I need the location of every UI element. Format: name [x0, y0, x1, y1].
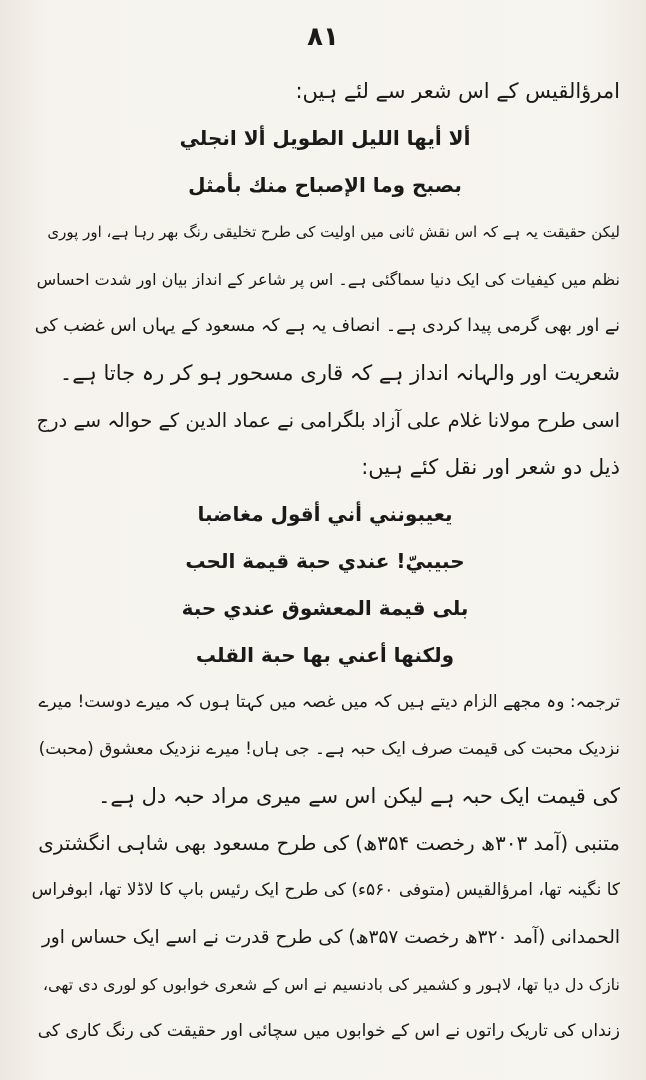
- page-number: ۸۱: [307, 22, 339, 52]
- arabic-verse: بصبح وما الإصباح منك بأمثل: [188, 173, 462, 197]
- arabic-verse: يعيبونني أني أقول مغاضبا: [197, 502, 453, 526]
- prose-line: متنبی (آمد ۳۰۳ھ رخصت ۳۵۴ھ) کی طرح مسعود بھی شاہی انگشتری: [38, 831, 620, 855]
- prose-line: کی قیمت ایک حبہ ہے لیکن اس سے میری مراد حبہ دل ہے۔: [98, 784, 620, 808]
- arabic-verse: ألا أيها الليل الطويل ألا انجلي: [179, 126, 471, 150]
- prose-line: نے اور بھی گرمی پیدا کردی ہے۔ انصاف یہ ہے کہ مسعود کے یہاں اس غضب کی: [34, 316, 620, 336]
- prose-line: ترجمہ: وہ مجھے الزام دیتے ہیں کہ میں غصہ میں کہتا ہوں کہ میرے دوست! میرے: [38, 692, 620, 712]
- prose-line: نظم میں کیفیات کی ایک دنیا سماگئی ہے۔ اس پر شاعر کے انداز بیان اور شدت احساس: [36, 270, 620, 289]
- prose-line: شعریت اور والہانہ انداز ہے کہ قاری مسحور ہو کر رہ جاتا ہے۔: [59, 361, 620, 385]
- prose-line: کا نگینہ تھا، امرؤالقیس (متوفی ۵۶۰ء) کی طرح ایک رئیس باپ کا لاڈلا تھا، ابوفراس: [31, 880, 620, 900]
- prose-line: الحمدانی (آمد ۳۲۰ھ رخصت ۳۵۷ھ) کی طرح قدرت نے اسے ایک حساس اور: [41, 927, 620, 948]
- prose-line: نازک دل دیا تھا، لاہور و کشمیر کی بادنسیم نے اس کے شعری خوابوں کو لوری دی تھی،: [42, 975, 620, 994]
- arabic-verse: ولكنها أعني بها حبة القلب: [195, 643, 455, 667]
- prose-line: نزدیک محبت کی قیمت صرف ایک حبہ ہے۔ جی ہاں! میرے نزدیک معشوق (محبت): [38, 739, 620, 759]
- arabic-verse: حبيبيّ! عندي حبة قيمة الحب: [185, 549, 465, 573]
- prose-line: امرؤالقیس کے اس شعر سے لئے ہیں:: [295, 79, 620, 103]
- prose-line: اسی طرح مولانا غلام علی آزاد بلگرامی نے عماد الدین کے حوالہ سے درج: [36, 409, 620, 432]
- prose-line: لیکن حقیقت یہ ہے کہ اس نقش ثانی میں اولیت کی طرح تخلیقی رنگ بھر رہا ہے، اور پوری: [47, 223, 620, 241]
- page-text: [30, 68, 620, 1055]
- arabic-verse: بلى قيمة المعشوق عندي حبة: [181, 596, 469, 620]
- prose-line: زنداں کی تاریک راتوں نے اس کے خوابوں میں سچائی اور حقیقت کی رنگ کاری کی: [37, 1021, 620, 1041]
- prose-line: ذیل دو شعر اور نقل کئے ہیں:: [361, 455, 620, 479]
